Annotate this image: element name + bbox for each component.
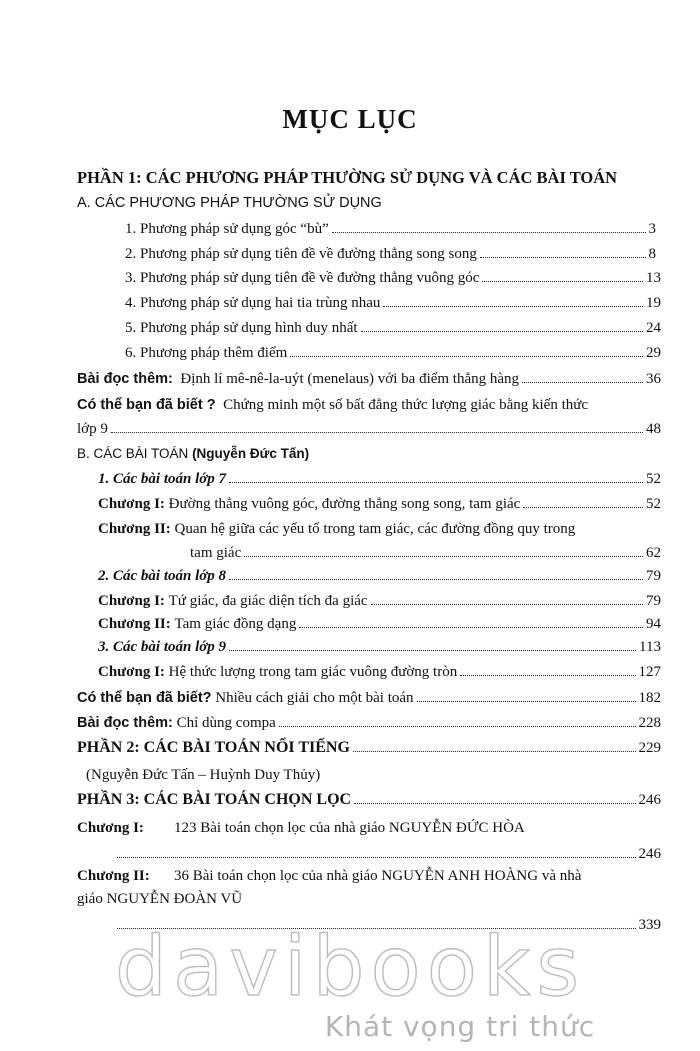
toc-entry-part3-chapter2-page[interactable]: 339	[117, 915, 661, 935]
toc-entry-grade8-chapter2[interactable]: Chương II: Tam giác đồng dạng 94	[98, 616, 661, 632]
toc-entry-reading-compass[interactable]: Bài đọc thêm: Chỉ dùng compa 228	[77, 715, 661, 731]
watermark-slogan: Khát vọng tri thức	[324, 1010, 596, 1043]
page-title: MỤC LỤC	[282, 104, 418, 134]
toc-entry-grade9[interactable]: 3. Các bài toán lớp 9 113	[98, 639, 661, 655]
toc-entry-part3-chapter2[interactable]: Chương II: 36 Bài toán chọn lọc của nhà giáo NGUYỄN ANH HOÀNG và nhà	[77, 868, 582, 884]
toc-entry-reading-menelaus[interactable]: Bài đọc thêm: Định lí mê-nê-la-uýt (menelaus) với ba điểm thẳng hàng 36	[77, 371, 661, 387]
toc-entry-didyouknow-inequality[interactable]: Có thể bạn đã biết ? Chứng minh một số bất đẳng thức lượng giác bằng kiến thức	[77, 397, 589, 413]
toc-entry-method-5[interactable]: 5. Phương pháp sử dụng hình duy nhất 24	[125, 320, 661, 336]
toc-entry-didyouknow-inequality-cont[interactable]: lớp 9 48	[77, 421, 661, 437]
watermark-logo: davibooks	[114, 920, 586, 1015]
section-a-heading[interactable]: A. CÁC PHƯƠNG PHÁP THƯỜNG SỬ DỤNG	[77, 195, 382, 211]
toc-entry-part3[interactable]: PHẦN 3: CÁC BÀI TOÁN CHỌN LỌC 246	[77, 791, 661, 808]
part2-authors: (Nguyễn Đức Tấn – Huỳnh Duy Thủy)	[86, 767, 321, 783]
toc-entry-grade9-chapter1[interactable]: Chương I: Hệ thức lượng trong tam giác vuông đường tròn 127	[98, 664, 661, 680]
part1-heading[interactable]: PHẦN 1: CÁC PHƯƠNG PHÁP THƯỜNG SỬ DỤNG VÀ CÁC BÀI TOÁN	[77, 168, 618, 187]
toc-entry-grade8[interactable]: 2. Các bài toán lớp 8 79	[98, 568, 661, 584]
toc-entry-part2[interactable]: PHẦN 2: CÁC BÀI TOÁN NỔI TIẾNG 229	[77, 739, 661, 756]
toc-entry-method-3[interactable]: 3. Phương pháp sử dụng tiên đề về đường thẳng vuông góc 13	[125, 270, 661, 286]
toc-entry-grade7-chapter2-cont[interactable]: tam giác 62	[190, 545, 661, 561]
section-b-heading[interactable]: B. CÁC BÀI TOÁN (Nguyễn Đức Tấn)	[77, 446, 310, 461]
toc-entry-method-2[interactable]: 2. Phương pháp sử dụng tiên đề về đường thẳng song song 8	[125, 246, 656, 262]
toc-entry-part3-chapter1-cont[interactable]: 246	[117, 844, 661, 864]
toc-entry-grade7-chapter2[interactable]: Chương II: Quan hệ giữa các yếu tố trong tam giác, các đường đồng quy trong	[98, 521, 576, 537]
toc-entry-grade7-chapter1[interactable]: Chương I: Đường thẳng vuông góc, đường thẳng song song, tam giác 52	[98, 496, 661, 512]
toc-entry-part3-chapter1[interactable]: Chương I: 123 Bài toán chọn lọc của nhà giáo NGUYỄN ĐỨC HÒA	[77, 820, 525, 836]
toc-entry-part3-chapter2-cont[interactable]: giáo NGUYỄN ĐOÀN VŨ	[77, 891, 243, 907]
toc-entry-grade7[interactable]: 1. Các bài toán lớp 7 52	[98, 471, 661, 487]
toc-entry-method-1[interactable]: 1. Phương pháp sử dụng góc “bù” 3	[125, 221, 656, 237]
toc-entry-method-6[interactable]: 6. Phương pháp thêm điểm 29	[125, 345, 661, 361]
toc-entry-didyouknow-solutions[interactable]: Có thể bạn đã biết? Nhiều cách giải cho một bài toán 182	[77, 690, 661, 706]
toc-entry-grade8-chapter1[interactable]: Chương I: Tứ giác, đa giác diện tích đa giác 79	[98, 593, 661, 609]
toc-entry-method-4[interactable]: 4. Phương pháp sử dụng hai tia trùng nhau 19	[125, 295, 661, 311]
